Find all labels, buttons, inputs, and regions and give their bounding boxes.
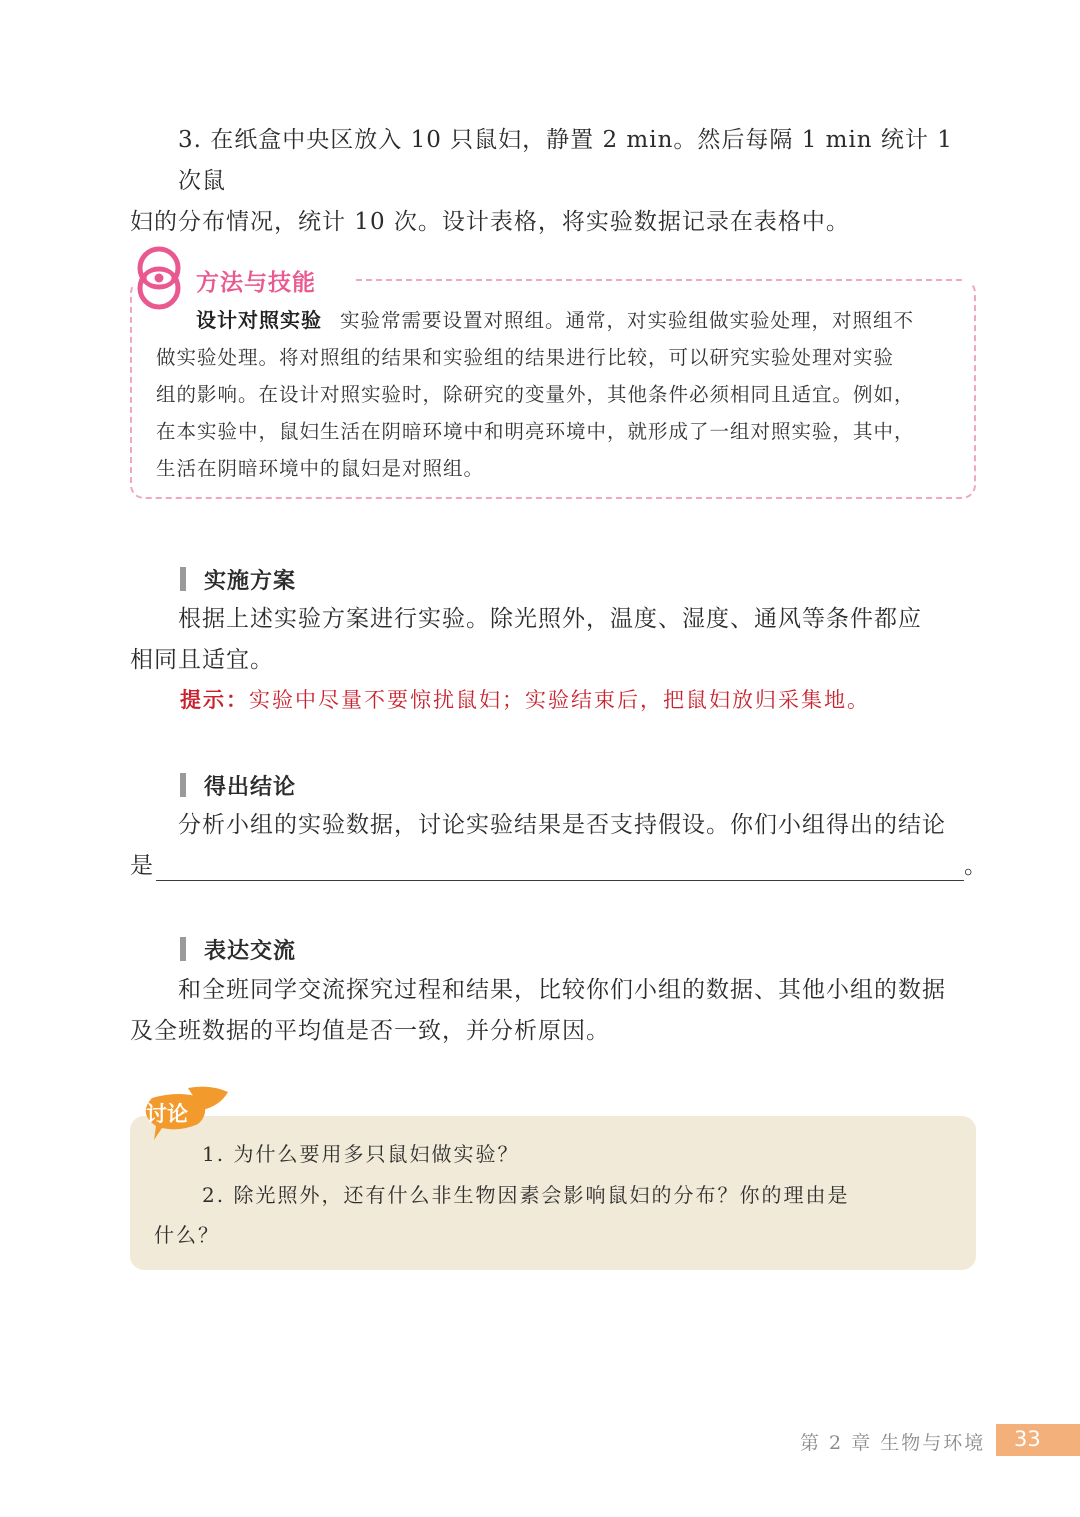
method-line: 生活在阴暗环境中的鼠妇是对照组。 [156, 457, 485, 480]
method-term: 设计对照实验 [196, 308, 322, 332]
conclusion-answer-blank[interactable] [156, 880, 964, 881]
section-heading-exchange: 表达交流 [204, 939, 297, 964]
section-heading-conclusion: 得出结论 [204, 775, 297, 800]
discussion-q2-line2: 什么？ [154, 1223, 220, 1247]
method-line: 在本实验中，鼠妇生活在阴暗环境中和明亮环境中，就形成了一组对照实验，其中， [156, 420, 915, 443]
discussion-question-1: 1. 为什么要用多只鼠妇做实验？ [202, 1142, 520, 1166]
implement-line1: 根据上述实验方案进行实验。除光照外，温度、湿度、通风等条件都应 [178, 606, 922, 632]
exchange-line1: 和全班同学交流探究过程和结果，比较你们小组的数据、其他小组的数据 [178, 977, 946, 1003]
conclusion-line1: 分析小组的实验数据，讨论实验结果是否支持假设。你们小组得出的结论 [178, 812, 946, 838]
discussion-q2-line1: 2. 除光照外，还有什么非生物因素会影响鼠妇的分布？你的理由是 [202, 1183, 850, 1207]
conclusion-paragraph [130, 805, 988, 887]
method-line: 实验常需要设置对照组。通常，对实验组做实验处理，对照组不 [340, 309, 915, 332]
method-line: 组的影响。在设计对照实验时，除研究的变量外，其他条件必须相同且适宜。例如， [156, 383, 915, 406]
implement-line2: 相同且适宜。 [130, 647, 274, 673]
hint-label: 提示： [180, 688, 249, 712]
method-box-text [156, 302, 956, 487]
discussion-question-2 [154, 1175, 954, 1255]
hint-body: 实验中尽量不要惊扰鼠妇；实验结束后，把鼠妇放归采集地。 [249, 688, 870, 712]
exchange-paragraph [130, 970, 976, 1052]
exchange-line2: 及全班数据的平均值是否一致，并分析原因。 [130, 1018, 610, 1044]
method-box-top-border [356, 279, 962, 281]
section-heading-implement: 实施方案 [204, 569, 297, 594]
step3-line2: 妇的分布情况，统计 10 次。设计表格，将实验数据记录在表格中。 [130, 209, 850, 235]
method-box-title: 方法与技能 [196, 270, 316, 296]
page-number: 33 [1014, 1427, 1041, 1451]
implement-paragraph [130, 599, 976, 681]
discussion-tag: 讨论 [146, 1102, 188, 1126]
conclusion-line2-start: 是 [130, 853, 154, 879]
step3-paragraph [130, 120, 976, 243]
hint-text [180, 684, 870, 714]
chapter-footer: 第 2 章 生物与环境 [800, 1432, 986, 1454]
conclusion-line2-end: 。 [964, 853, 988, 879]
method-line: 做实验处理。将对照组的结果和实验组的结果进行比较，可以研究实验处理对实验 [156, 346, 895, 369]
step3-line1: 3. 在纸盒中央区放入 10 只鼠妇，静置 2 min。然后每隔 1 min 统计 1 次鼠 [178, 127, 953, 194]
